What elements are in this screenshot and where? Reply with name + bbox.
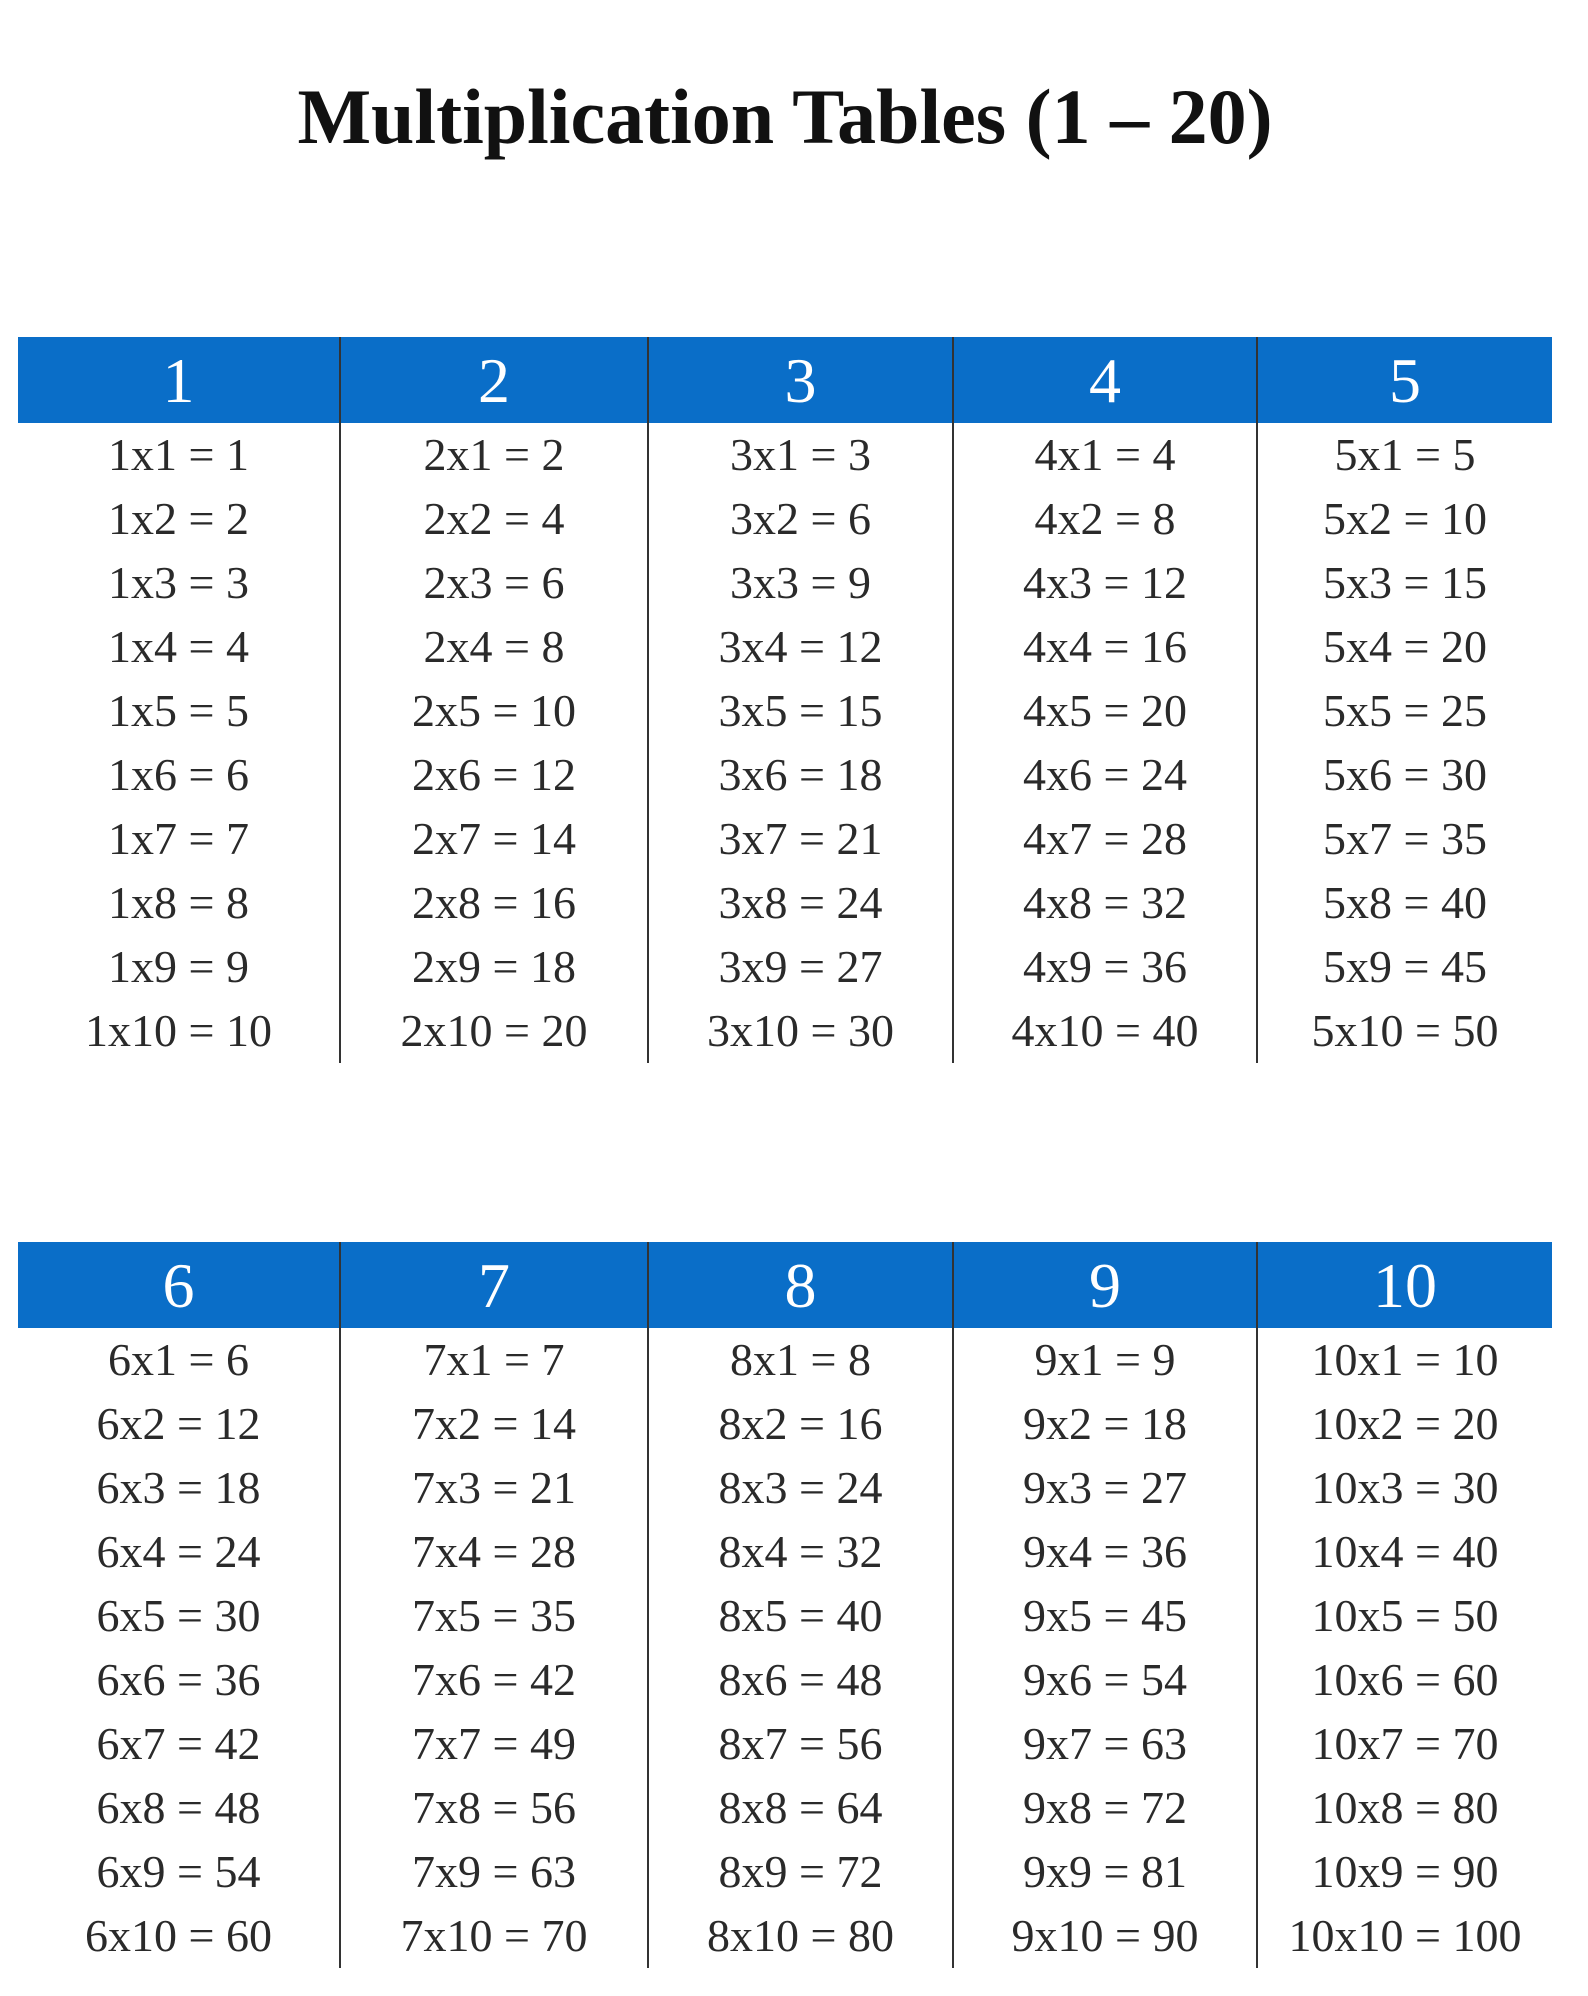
table-row: 6x6 = 36: [96, 1654, 261, 1705]
table-header: 4: [954, 337, 1256, 423]
table-row: 4x7 = 28: [1023, 813, 1187, 864]
table-row: 5x2 = 10: [1323, 493, 1487, 544]
table-row: 10x7 = 70: [1311, 1718, 1499, 1769]
table-row: 4x10 = 40: [1011, 1005, 1199, 1056]
table-row: 7x10 = 70: [400, 1910, 588, 1961]
table-row: 2x10 = 20: [400, 1005, 588, 1056]
table-row: 10x1 = 10: [1311, 1334, 1499, 1385]
table-6-column: [18, 1242, 339, 1968]
table-row: 6x9 = 54: [96, 1846, 261, 1897]
table-header: 5: [1258, 337, 1552, 423]
table-header: 10: [1258, 1242, 1552, 1328]
table-row: 6x8 = 48: [96, 1782, 261, 1833]
tables-section-1-5: [18, 337, 1552, 1063]
table-row: 4x4 = 16: [1023, 621, 1187, 672]
table-row: 8x2 = 16: [718, 1398, 883, 1449]
table-row: 4x6 = 24: [1023, 749, 1187, 800]
table-row: 9x4 = 36: [1023, 1526, 1187, 1577]
table-row: 1x3 = 3: [108, 557, 249, 608]
table-row: 1x6 = 6: [108, 749, 249, 800]
table-row: 10x4 = 40: [1311, 1526, 1499, 1577]
table-row: 4x5 = 20: [1023, 685, 1187, 736]
table-row: 5x4 = 20: [1323, 621, 1487, 672]
table-row: 8x5 = 40: [718, 1590, 883, 1641]
table-row: 1x9 = 9: [108, 941, 249, 992]
table-row: 9x6 = 54: [1023, 1654, 1187, 1705]
table-row: 9x10 = 90: [1011, 1910, 1199, 1961]
table-row: 6x1 = 6: [108, 1334, 249, 1385]
table-row: 10x5 = 50: [1311, 1590, 1499, 1641]
table-row: 1x10 = 10: [85, 1005, 272, 1056]
table-header: 8: [649, 1242, 952, 1328]
table-row: 5x9 = 45: [1323, 941, 1487, 992]
table-row: 2x4 = 8: [423, 621, 565, 672]
table-row: 3x4 = 12: [718, 621, 883, 672]
table-row: 2x3 = 6: [423, 557, 565, 608]
table-row: 5x3 = 15: [1323, 557, 1487, 608]
table-row: 4x8 = 32: [1023, 877, 1187, 928]
table-row: 7x7 = 49: [412, 1718, 576, 1769]
table-header: 7: [341, 1242, 647, 1328]
table-row: 1x2 = 2: [108, 493, 249, 544]
table-5-column: [1256, 337, 1552, 1063]
table-row: 9x5 = 45: [1023, 1590, 1187, 1641]
table-row: 2x5 = 10: [412, 685, 576, 736]
table-row: 8x7 = 56: [718, 1718, 883, 1769]
table-7-column: [339, 1242, 647, 1968]
table-row: 7x4 = 28: [412, 1526, 576, 1577]
table-row: 7x1 = 7: [423, 1334, 565, 1385]
table-row: 8x3 = 24: [718, 1462, 883, 1513]
table-row: 7x8 = 56: [412, 1782, 576, 1833]
table-row: 3x6 = 18: [718, 749, 883, 800]
table-row: 8x9 = 72: [718, 1846, 883, 1897]
table-row: 5x6 = 30: [1323, 749, 1487, 800]
table-row: 3x9 = 27: [718, 941, 883, 992]
table-row: 9x2 = 18: [1023, 1398, 1187, 1449]
table-row: 10x3 = 30: [1311, 1462, 1499, 1513]
table-row: 6x4 = 24: [96, 1526, 261, 1577]
table-row: 10x8 = 80: [1311, 1782, 1499, 1833]
table-row: 2x1 = 2: [423, 429, 565, 480]
table-row: 2x7 = 14: [412, 813, 576, 864]
table-header: 1: [18, 337, 339, 423]
table-row: 9x1 = 9: [1034, 1334, 1176, 1385]
table-row: 8x6 = 48: [718, 1654, 883, 1705]
table-row: 8x1 = 8: [730, 1334, 871, 1385]
table-row: 1x4 = 4: [108, 621, 249, 672]
table-8-column: [647, 1242, 952, 1968]
table-row: 10x2 = 20: [1311, 1398, 1499, 1449]
table-row: 10x6 = 60: [1311, 1654, 1499, 1705]
table-row: 1x7 = 7: [108, 813, 249, 864]
table-row: 10x10 = 100: [1288, 1910, 1522, 1961]
table-row: 9x9 = 81: [1023, 1846, 1187, 1897]
table-row: 5x10 = 50: [1311, 1005, 1499, 1056]
table-row: 7x2 = 14: [412, 1398, 576, 1449]
table-row: 4x9 = 36: [1023, 941, 1187, 992]
table-row: 1x8 = 8: [108, 877, 249, 928]
table-2-column: [339, 337, 647, 1063]
table-header: 2: [341, 337, 647, 423]
table-row: 4x3 = 12: [1023, 557, 1187, 608]
table-row: 9x7 = 63: [1023, 1718, 1187, 1769]
table-row: 3x10 = 30: [707, 1005, 894, 1056]
table-row: 3x7 = 21: [718, 813, 883, 864]
table-row: 6x2 = 12: [96, 1398, 261, 1449]
table-row: 1x1 = 1: [108, 429, 249, 480]
table-row: 4x2 = 8: [1034, 493, 1176, 544]
table-row: 2x2 = 4: [423, 493, 565, 544]
table-row: 2x9 = 18: [412, 941, 576, 992]
table-row: 6x7 = 42: [96, 1718, 261, 1769]
table-header: 6: [18, 1242, 339, 1328]
table-3-column: [647, 337, 952, 1063]
table-row: 7x6 = 42: [412, 1654, 576, 1705]
table-row: 9x3 = 27: [1023, 1462, 1187, 1513]
tables-section-6-10: [18, 1242, 1552, 1968]
page-title: Multiplication Tables (1 – 20): [297, 73, 1273, 160]
table-row: 3x2 = 6: [730, 493, 871, 544]
table-row: 2x6 = 12: [412, 749, 576, 800]
table-row: 6x3 = 18: [96, 1462, 261, 1513]
table-row: 7x3 = 21: [412, 1462, 576, 1513]
table-row: 3x8 = 24: [718, 877, 883, 928]
table-row: 6x10 = 60: [85, 1910, 272, 1961]
table-row: 8x8 = 64: [718, 1782, 883, 1833]
table-header: 9: [954, 1242, 1256, 1328]
table-row: 8x10 = 80: [707, 1910, 894, 1961]
table-header: 3: [649, 337, 952, 423]
table-row: 3x3 = 9: [730, 557, 871, 608]
table-4-column: [952, 337, 1256, 1063]
table-row: 9x8 = 72: [1023, 1782, 1187, 1833]
table-row: 7x5 = 35: [412, 1590, 576, 1641]
table-row: 8x4 = 32: [718, 1526, 883, 1577]
table-row: 5x1 = 5: [1334, 429, 1476, 480]
table-row: 5x7 = 35: [1323, 813, 1487, 864]
table-row: 7x9 = 63: [412, 1846, 576, 1897]
table-row: 10x9 = 90: [1311, 1846, 1499, 1897]
table-row: 1x5 = 5: [108, 685, 249, 736]
table-row: 6x5 = 30: [96, 1590, 261, 1641]
table-row: 3x5 = 15: [718, 685, 883, 736]
table-row: 2x8 = 16: [412, 877, 576, 928]
table-row: 4x1 = 4: [1034, 429, 1176, 480]
table-1-column: [18, 337, 339, 1063]
table-9-column: [952, 1242, 1256, 1968]
table-row: 5x5 = 25: [1323, 685, 1487, 736]
table-row: 5x8 = 40: [1323, 877, 1487, 928]
table-10-column: [1256, 1242, 1552, 1968]
table-row: 3x1 = 3: [730, 429, 871, 480]
